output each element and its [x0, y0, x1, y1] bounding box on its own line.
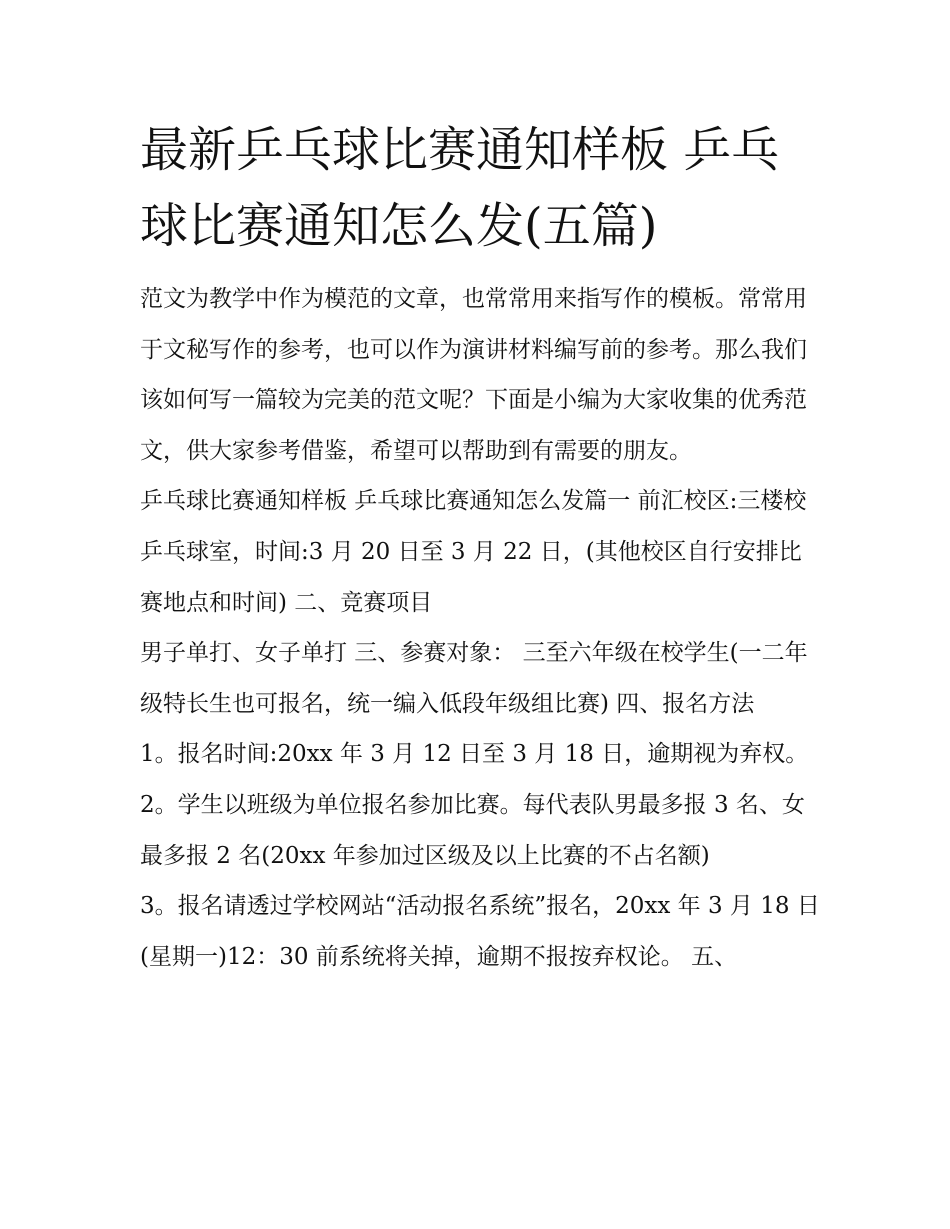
paragraph-registration-time: 1。报名时间:20xx 年 3 月 12 日至 3 月 18 日，逾期视为弃权。: [140, 741, 809, 768]
paragraph-notice-location: 乒乓球比赛通知样板 乒乓球比赛通知怎么发篇一 前汇校区:三楼校乒乓球室，时间:3 月 20 日至 3 月 22 日，(其他校区自行安排比赛地点和时间) 二、竞赛项目: [140, 488, 807, 616]
paragraph-intro: 范文为教学中作为模范的文章，也常常用来指写作的模板。常常用于文秘写作的参考，也可以作为演讲材料编写前的参考。那么我们该如何写一篇较为完美的范文呢？下面是小编为大家收集的优秀范文，供大家参考借鉴，希望可以帮助到有需要的朋友。: [140, 286, 807, 464]
paragraph-events-participants: 男子单打、女子单打 三、参赛对象： 三至六年级在校学生(一二年级特长生也可报名，统一编入低段年级组比赛) 四、报名方法: [140, 640, 808, 717]
paragraph-registration-quota: 2。学生以班级为单位报名参加比赛。每代表队男最多报 3 名、女最多报 2 名(20xx 年参加过区级及以上比赛的不占名额): [140, 791, 805, 869]
document-body: [140, 274, 820, 982]
paragraph-registration-system: 3。报名请透过学校网站“活动报名系统”报名，20xx 年 3 月 18 日(星期一)12：30 前系统将关掉，逾期不报按弃权论。 五、: [140, 893, 820, 970]
document-title: 最新乒乓球比赛通知样板 乒乓球比赛通知怎么发(五篇): [140, 122, 780, 254]
